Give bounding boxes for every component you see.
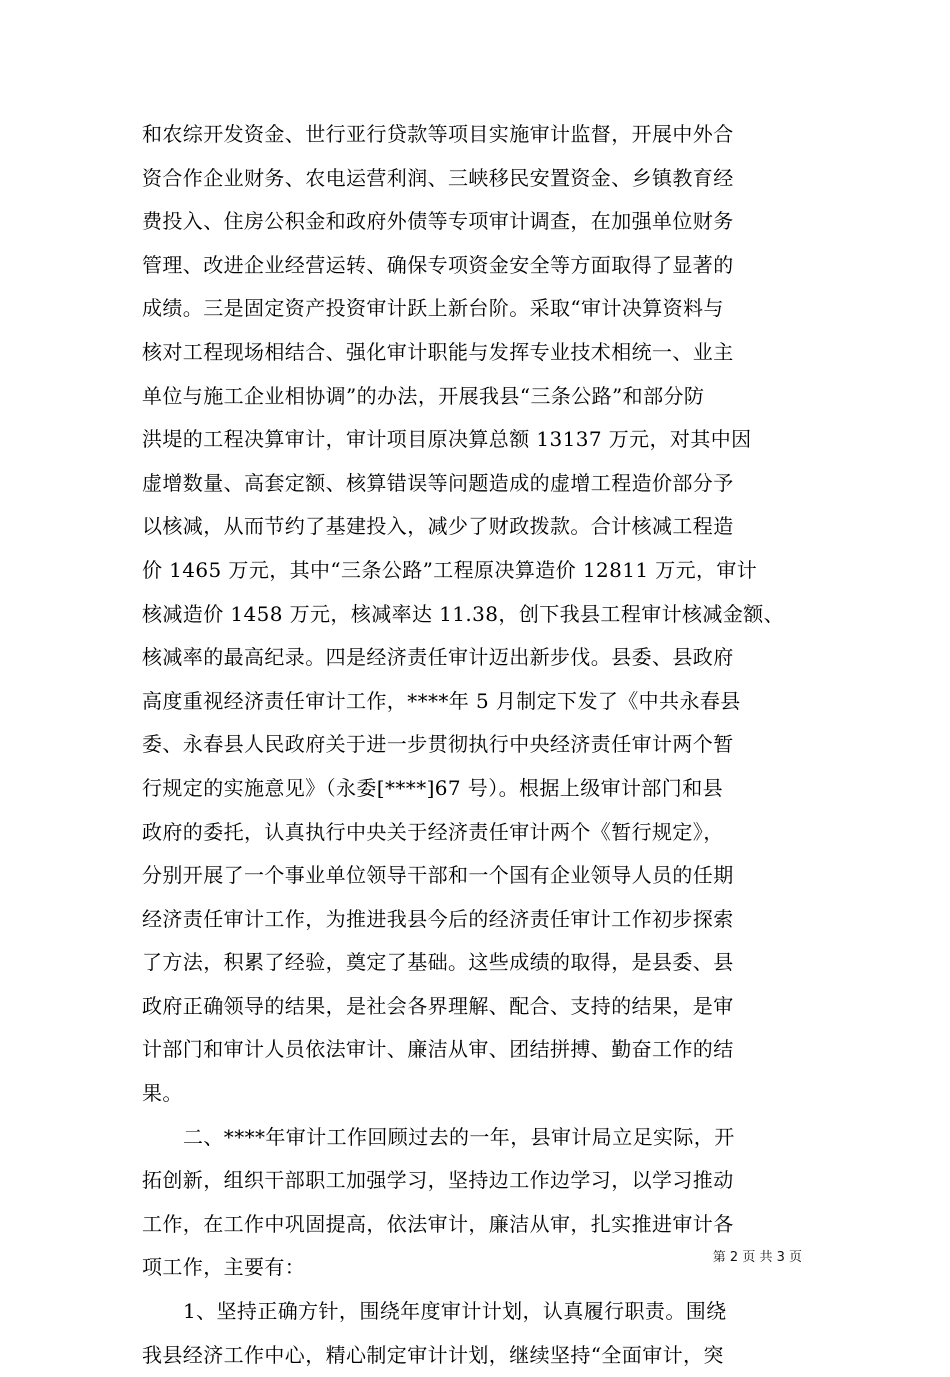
text-line: 委、永春县人民政府关于进一步贯彻执行中央经济责任审计两个暂 (142, 732, 734, 757)
text-line: 行规定的实施意见》（永委[****]67 号）。根据上级审计部门和县 (142, 775, 724, 800)
text-line: 核对工程现场相结合、强化审计职能与发挥专业技术相统一、业主 (142, 339, 734, 364)
text-line: 洪堤的工程决算审计，审计项目原决算总额 13137 万元，对其中因 (142, 427, 752, 452)
paragraph-start-line: 1、坚持正确方针，围绕年度审计计划，认真履行职责。围绕 (183, 1299, 727, 1324)
text-line: 我县经济工作中心，精心制定审计计划，继续坚持“全面审计，突 (142, 1342, 724, 1367)
text-line: 和农综开发资金、世行亚行贷款等项目实施审计监督，开展中外合 (142, 122, 734, 146)
text-line: 高度重视经济责任审计工作，****年 5 月制定下发了《中共永春县 (142, 688, 741, 713)
text-line: 经济责任审计工作，为推进我县今后的经济责任审计工作初步探索 (142, 906, 734, 931)
text-line: 工作，在工作中巩固提高，依法审计，廉洁从审，扎实推进审计各 (142, 1211, 734, 1236)
text-line: 成绩。三是固定资产投资审计跃上新台阶。采取“审计决算资料与 (142, 296, 724, 321)
text-line: 了方法，积累了经验，奠定了基础。这些成绩的取得，是县委、县 (142, 950, 734, 975)
text-line: 价 1465 万元，其中“三条公路”工程原决算造价 12811 万元，审计 (142, 557, 758, 582)
text-line: 果。 (142, 1081, 183, 1106)
text-line: 政府正确领导的结果，是社会各界理解、配合、支持的结果，是审 (142, 993, 734, 1018)
text-line: 计部门和审计人员依法审计、廉洁从审、团结拼搏、勤奋工作的结 (142, 1037, 734, 1062)
text-line: 分别开展了一个事业单位领导干部和一个国有企业领导人员的任期 (142, 863, 734, 888)
text-line: 核减率的最高纪录。四是经济责任审计迈出新步伐。县委、县政府 (142, 645, 734, 670)
text-line: 虚增数量、高套定额、核算错误等问题造成的虚增工程造价部分予 (142, 470, 734, 495)
page-number-footer: 第 2 页 共 3 页 (712, 1250, 802, 1265)
text-line: 单位与施工企业相协调”的办法，开展我县“三条公路”和部分防 (142, 383, 705, 408)
text-line: 费投入、住房公积金和政府外债等专项审计调查，在加强单位财务 (142, 209, 734, 234)
text-line: 核减造价 1458 万元，核减率达 11.38，创下我县工程审计核减金额、 (142, 601, 785, 626)
paragraph-start-line: 二、****年审计工作回顾过去的一年，县审计局立足实际，开 (183, 1124, 735, 1149)
text-line: 资合作企业财务、农电运营利润、三峡移民安置资金、乡镇教育经 (142, 165, 734, 190)
text-line: 项工作，主要有： (142, 1255, 306, 1280)
body-text (142, 113, 810, 1377)
text-line: 政府的委托，认真执行中央关于经济责任审计两个《暂行规定》， (142, 819, 724, 844)
text-line: 以核减，从而节约了基建投入，减少了财政拨款。合计核减工程造 (142, 514, 734, 539)
text-line: 拓创新，组织干部职工加强学习，坚持边工作边学习，以学习推动 (142, 1168, 734, 1193)
text-line: 管理、改进企业经营运转、确保专项资金安全等方面取得了显著的 (142, 252, 734, 277)
